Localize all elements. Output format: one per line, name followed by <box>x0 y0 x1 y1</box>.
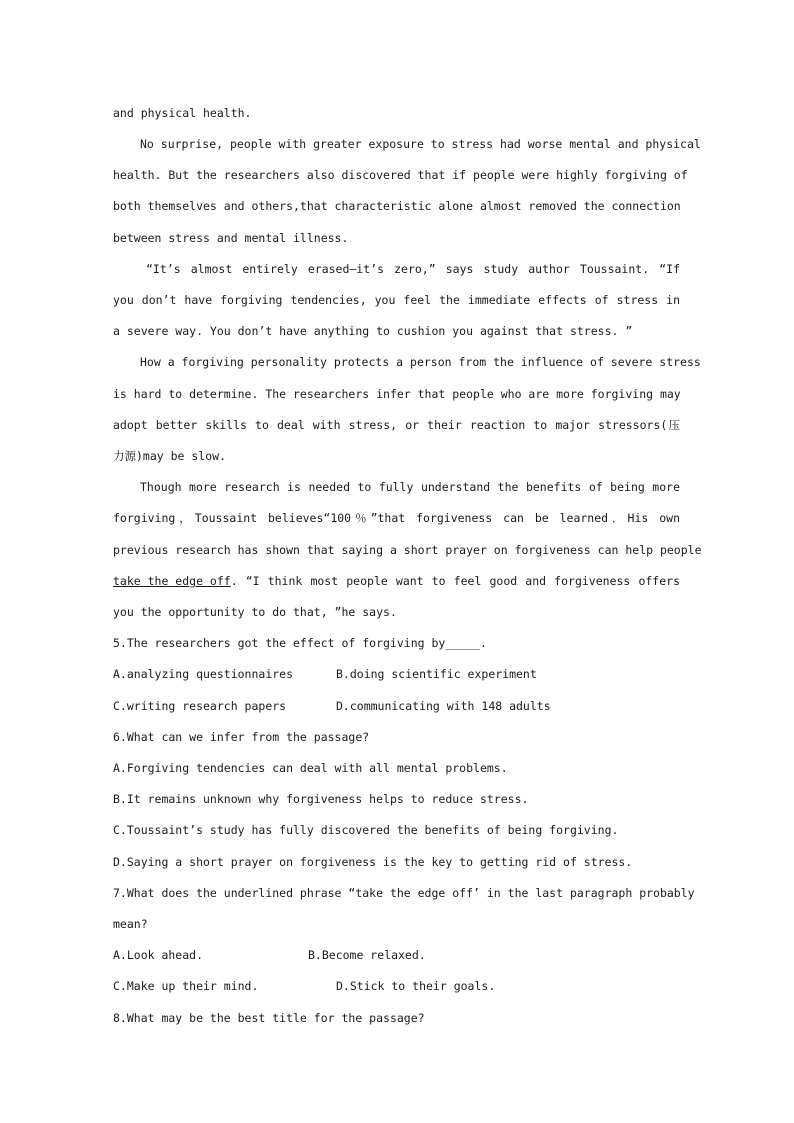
option-d: D.Stick to their goals. <box>336 979 496 993</box>
paragraph-line <box>113 573 680 589</box>
paragraph-line: between stress and mental illness. <box>113 231 349 245</box>
paragraph-line: you don’t have forgiving tendencies, you feel the immediate effects of stress in <box>113 293 680 307</box>
paragraph-line: adopt better skills to deal with stress, or their reaction to major stressors(压 <box>113 418 680 432</box>
option-d: D.communicating with 148 adults <box>336 699 551 713</box>
paragraph-line: and physical health. <box>113 106 252 120</box>
paragraph-line: 力源)may be slow. <box>113 449 227 463</box>
underlined-phrase: take the edge off <box>113 574 231 588</box>
option-a: A.Forgiving tendencies can deal with all mental problems. <box>113 761 508 775</box>
option-c: C.Toussaint’s study has fully discovered the benefits of being forgiving. <box>113 823 619 837</box>
option-b: B.Become relaxed. <box>308 948 426 962</box>
option-c: C.writing research papers <box>113 699 287 713</box>
option-c: C.Make up their mind. <box>113 979 259 993</box>
paragraph-line: “It’s almost entirely erased—it’s zero,” says study author Toussaint. “If <box>146 262 680 276</box>
option-b: B.It remains unknown why forgiveness helps to reduce stress. <box>113 792 529 806</box>
paragraph-line: Though more research is needed to fully understand the benefits of being more <box>140 480 680 494</box>
paragraph-line: forgiving，Toussaint believes“100％”that forgiveness can be learned．His own <box>113 511 680 525</box>
paragraph-line: both themselves and others,that characteristic alone almost removed the connection <box>113 199 681 213</box>
paragraph-line: a severe way. You don’t have anything to cushion you against that stress. ” <box>113 324 633 338</box>
paragraph-line: How a forgiving personality protects a person from the influence of severe stress <box>140 355 701 369</box>
question-stem-cont: mean? <box>113 917 148 931</box>
option-a: A.Look ahead. <box>113 948 204 962</box>
paragraph-line: health. But the researchers also discovered that if people were highly forgiving of <box>113 168 688 182</box>
option-d: D.Saying a short prayer on forgiveness is the key to getting rid of stress. <box>113 855 633 869</box>
paragraph-line: is hard to determine. The researchers infer that people who are more forgiving may <box>113 387 681 401</box>
question-stem: 8.What may be the best title for the passage? <box>113 1011 425 1025</box>
paragraph-line: No surprise, people with greater exposure to stress had worse mental and physical <box>140 137 701 151</box>
question-stem: 5.The researchers got the effect of forgiving by_____. <box>113 636 487 650</box>
question-stem: 6.What can we infer from the passage? <box>113 730 370 744</box>
paragraph-line: previous research has shown that saying a short prayer on forgiveness can help people <box>113 543 702 557</box>
option-b: B.doing scientific experiment <box>336 667 537 681</box>
question-stem: 7.What does the underlined phrase “take the edge off’ in the last paragraph probably <box>113 886 695 900</box>
paragraph-line: you the opportunity to do that, ”he says. <box>113 605 397 619</box>
option-a: A.analyzing questionnaires <box>113 667 294 681</box>
paragraph-line-rest: . “I think most people want to feel good and forgiveness offers <box>230 574 680 588</box>
